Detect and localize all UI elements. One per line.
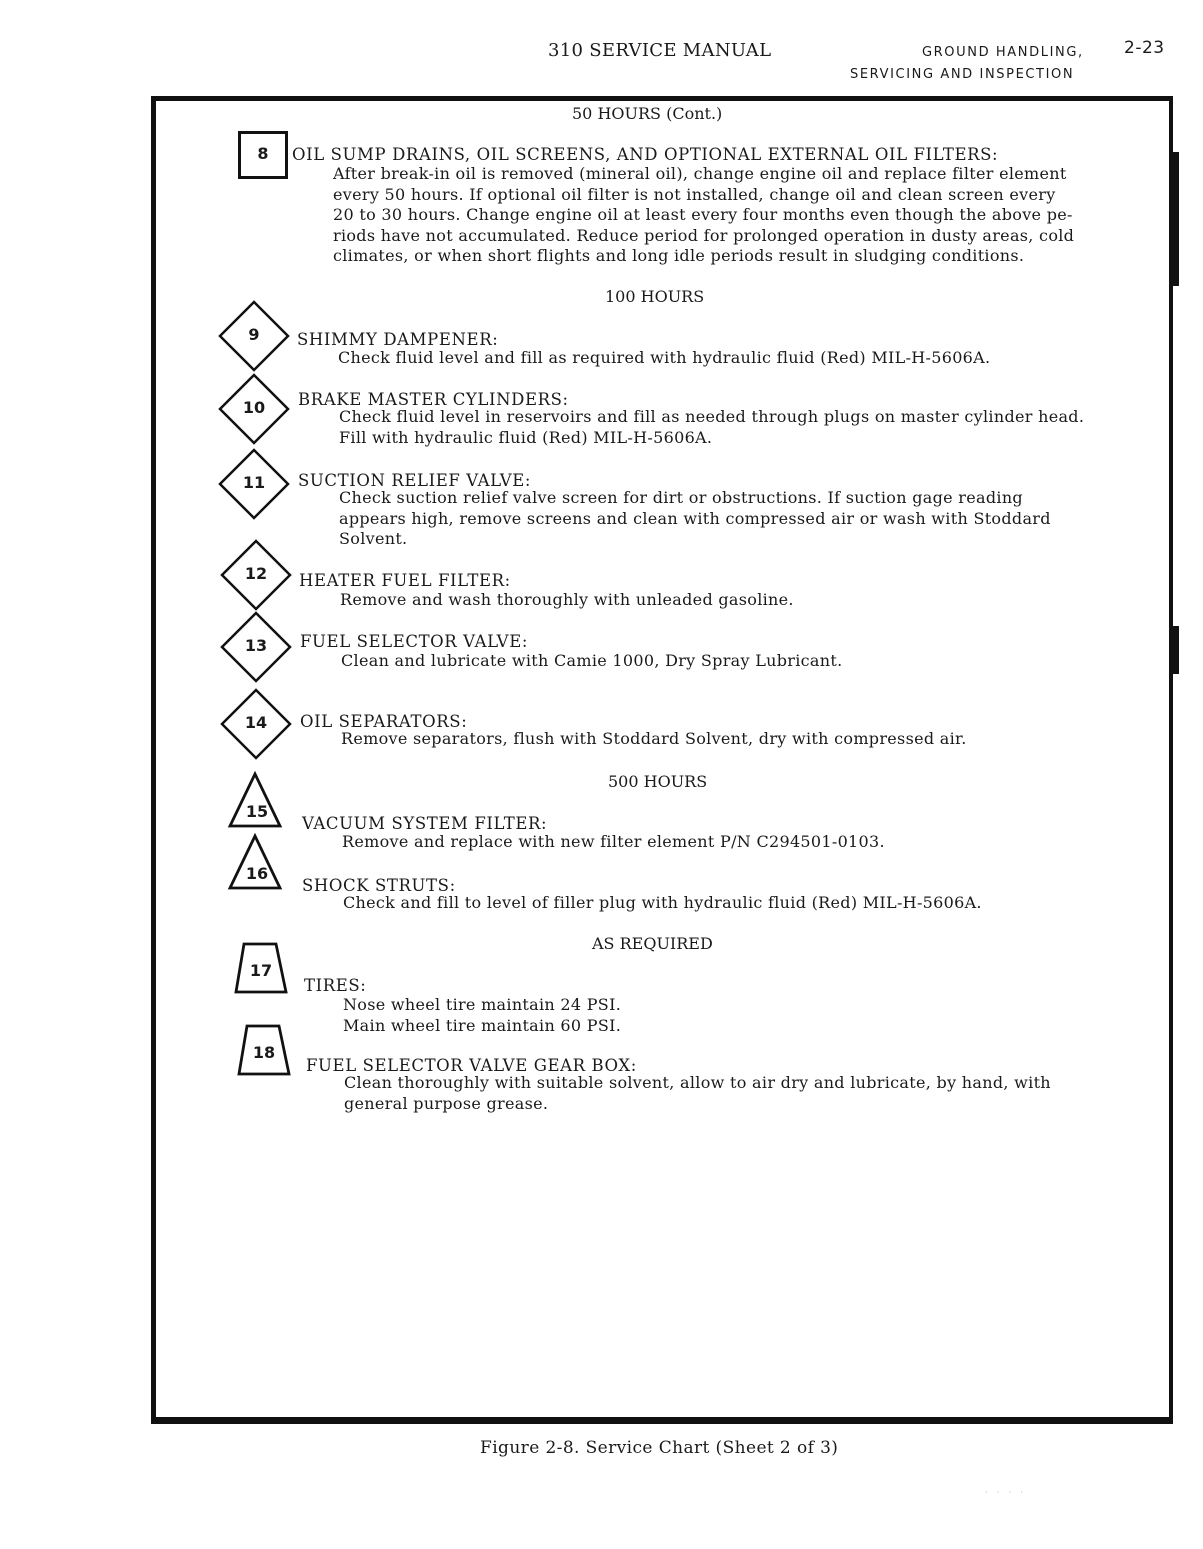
item-description: Check suction relief valve screen for dirt or obstructions. If suction gage reading appears high, remove screens and clean with compressed air or wash with Stoddard Solvent. — [339, 488, 1051, 548]
diamond-icon: 14 — [220, 688, 292, 760]
revision-bar — [1173, 626, 1179, 674]
item-title: HEATER FUEL FILTER: — [299, 571, 511, 590]
section-50-hours-cont: 50 HOURS (Cont.) — [572, 104, 723, 123]
item-title: FUEL SELECTOR VALVE: — [300, 632, 529, 651]
item-description: Remove separators, flush with Stoddard Solvent, dry with compressed air. — [341, 729, 967, 748]
page-number: 2-23 — [1124, 38, 1165, 58]
item-description: Clean and lubricate with Camie 1000, Dry Spray Lubricant. — [341, 651, 843, 670]
diamond-icon: 13 — [220, 611, 292, 683]
item-title: OIL SEPARATORS: — [300, 712, 468, 731]
figure-caption: Figure 2-8. Service Chart (Sheet 2 of 3) — [480, 1438, 839, 1458]
trapezoid-icon: 17 — [234, 942, 288, 994]
item-title: SHIMMY DAMPENER: — [297, 330, 499, 349]
item-title: FUEL SELECTOR VALVE GEAR BOX: — [306, 1056, 637, 1075]
section-heading-line2: SERVICING AND INSPECTION — [850, 67, 1075, 82]
item-description: Remove and replace with new filter element P/N C294501-0103. — [342, 832, 885, 851]
section-500-hours: 500 HOURS — [608, 772, 708, 791]
item-description: Remove and wash thoroughly with unleaded gasoline. — [340, 590, 794, 609]
section-heading-line1: GROUND HANDLING, — [922, 45, 1084, 60]
diamond-icon: 12 — [220, 539, 292, 611]
diamond-icon: 10 — [218, 373, 290, 445]
item-title: SUCTION RELIEF VALVE: — [298, 471, 532, 490]
section-100-hours: 100 HOURS — [605, 287, 705, 306]
manual-title: 310 SERVICE MANUAL — [548, 40, 772, 61]
item-title: TIRES: — [304, 976, 367, 995]
item-description: Clean thoroughly with suitable solvent, allow to air dry and lubricate, by hand, with general purpose grease. — [344, 1073, 1051, 1113]
square-icon: 8 — [238, 131, 288, 179]
item-title: BRAKE MASTER CYLINDERS: — [298, 390, 569, 409]
item-description: Nose wheel tire maintain 24 PSI. Main wheel tire maintain 60 PSI. — [343, 995, 622, 1035]
item-description: Check and fill to level of filler plug with hydraulic fluid (Red) MIL-H-5606A. — [343, 893, 982, 912]
scan-specks: · · · · — [985, 1488, 1027, 1498]
item-description: Check fluid level and fill as required with hydraulic fluid (Red) MIL-H-5606A. — [338, 348, 991, 367]
item-description: Check fluid level in reservoirs and fill as needed through plugs on master cylinder head. Fill with hydraulic fluid (Red) MIL-H-5606A. — [339, 407, 1085, 447]
item-title: SHOCK STRUTS: — [302, 876, 456, 895]
item-description: After break-in oil is removed (mineral oil), change engine oil and replace filter element every 50 hours. If optional oil filter is not installed, change oil and clean screen every 20 to 30 hours. Change engine oil at least every four months even though the above pe- riods have not accumulated. Reduce period for prolonged operation in dusty areas, cold climates, or when short flights and long idle periods result in sludging conditions. — [333, 164, 1075, 265]
item-title: VACUUM SYSTEM FILTER: — [302, 814, 548, 833]
item-title: OIL SUMP DRAINS, OIL SCREENS, AND OPTIONAL EXTERNAL OIL FILTERS: — [292, 145, 999, 164]
section-as-required: AS REQUIRED — [592, 934, 713, 953]
triangle-icon: 15 — [228, 772, 282, 828]
triangle-icon: 16 — [228, 834, 282, 890]
trapezoid-icon: 18 — [237, 1024, 291, 1076]
revision-bar — [1173, 152, 1179, 286]
diamond-icon: 9 — [218, 300, 290, 372]
diamond-icon: 11 — [218, 448, 290, 520]
